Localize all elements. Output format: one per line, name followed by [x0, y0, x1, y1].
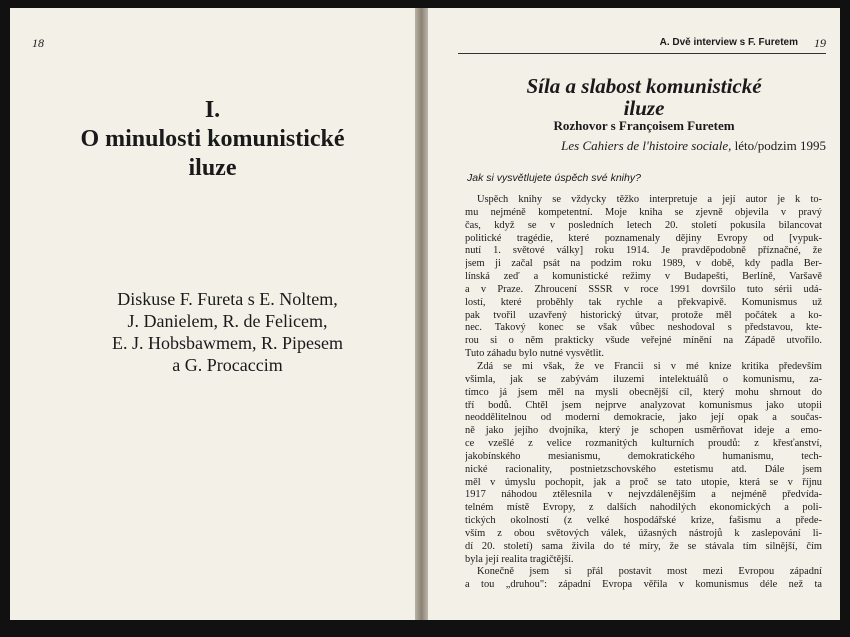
article-source — [476, 138, 826, 154]
body-line: jakobínského mesianismu, demokratického humanismu, tech- — [465, 450, 822, 462]
book-spine — [415, 8, 428, 620]
body-line: tří bodů. Chtěl jsem nejprve analyzovat komunismus jako utopii — [465, 399, 822, 411]
body-line: čas, když se v posledních letech 20. století pokusila bilancovat — [465, 219, 822, 231]
chapter-title — [10, 96, 415, 183]
article-title-line: iluze — [623, 96, 665, 120]
body-line: 1917 náhodou ztělesnila v nejvzdálenějším a nejméně předvída- — [465, 489, 822, 501]
left-page — [10, 8, 416, 620]
running-head: A. Dvě interview s F. Furetem — [659, 37, 798, 48]
body-line: nec. Takový konec se však vůbec neshodoval s představou, kte- — [465, 322, 822, 334]
article-title — [468, 75, 820, 119]
body-line: tímco já jsem měl na mysli obecnější cíl, který mohu shrnout do — [465, 386, 822, 398]
body-line: nutí 1. světové války] roku 1914. Je pravděpodobně příznačné, že — [465, 245, 822, 257]
page-number: 18 — [32, 36, 44, 50]
body-line: Konečně jsem si přál postavit most mezi Evropou západní — [477, 566, 822, 578]
body-line: nické racionality, postnietzschovského estetismu atd. Dále jsem — [465, 463, 822, 475]
page-number: 19 — [814, 36, 826, 50]
body-line: línská zeď a komunistické režimy v Budapešti, Berlíně, Varšavě — [465, 271, 822, 283]
body-line: politické tragédie, které poznamenaly dějiny Evropy od [vypuk- — [465, 232, 822, 244]
discussion-participants — [70, 288, 385, 376]
right-page — [428, 8, 840, 620]
chapter-title-line: O minulosti komunistické — [80, 126, 345, 152]
body-line: Zdá se mi však, že ve Francii si v mé knize kritika především — [477, 360, 822, 372]
header-rule — [458, 53, 826, 54]
body-line: vším z obou světových válek, úžasných nástrojů k zaslepování li- — [465, 527, 822, 539]
body-line: a v Praze. Zhroucení SSSR v roce 1991 dovršilo tuto sérii udá- — [465, 283, 822, 295]
body-line: byla její realita tragičtější. — [465, 553, 574, 565]
body-line: ně jako jejího dvojníka, který je schopen usměrňovat ideje a emo- — [465, 425, 822, 437]
body-line: Úspěch knihy se vždycky těžko interpretuje a její autor je k to- — [477, 194, 822, 205]
chapter-number: I. — [204, 97, 221, 123]
body-line: jsem ji začal psát na podzim roku 1989, v době, kdy padla Ber- — [465, 258, 822, 270]
body-line: pak tvořil uzavřený historický útvar, protože měl počátek a ko- — [465, 309, 822, 321]
discussion-line: J. Danielem, R. de Felicem, — [127, 311, 328, 331]
body-line: tických okolností (z velké hospodářské krize, fašismu a přede- — [465, 515, 822, 527]
source-date: léto/podzim 1995 — [731, 138, 826, 153]
body-line: lostí, které proběhly tak rychle a překvapivě. Komunismus už — [465, 296, 822, 308]
body-line: měl v úmyslu pochopit, jak a proč se tato utopie, která se v říjnu — [465, 476, 822, 488]
chapter-title-line: iluze — [188, 155, 237, 181]
discussion-line: E. J. Hobsbawmem, R. Pipesem — [112, 333, 343, 353]
body-line: dí 20. století) sama živila do té míry, že se stávala tím silnější, čím — [465, 540, 822, 552]
body-line: rou si o něm prakticky všude veřejné mínění na Západě utvořilo. — [465, 335, 822, 347]
body-line: všimla, jak se zabývám iluzemi intelektuálů o komunismu, za- — [465, 373, 822, 385]
discussion-line: Diskuse F. Fureta s E. Noltem, — [117, 289, 338, 309]
body-line: ce vzešlé z velice rozmanitých kulturních proudů: z křesťanství, — [465, 438, 822, 450]
article-title-line: Síla a slabost komunistické — [526, 74, 762, 98]
body-line: neoddělitelnou od moderní demokracie, jako její opak a součas- — [465, 412, 822, 424]
article-body — [465, 194, 822, 592]
article-subtitle: Rozhovor s Françoisem Furetem — [553, 118, 735, 133]
body-line: a tou „druhou": západní Evropa věřila v komunismus déle než ta — [465, 579, 822, 591]
body-line: Tuto záhadu bylo nutné vysvětlit. — [465, 348, 605, 360]
body-line: mu nejméně kompetentní. Moje kniha se zjevně objevila v pravý — [465, 206, 822, 218]
source-journal: Les Cahiers de l'histoire sociale, — [561, 138, 732, 153]
body-line: telném místě Evropy, z dalších nahodilých ekonomických a poli- — [465, 502, 822, 514]
discussion-line: a G. Procaccim — [172, 355, 283, 375]
interview-question: Jak si vysvětlujete úspěch své knihy? — [467, 172, 641, 184]
